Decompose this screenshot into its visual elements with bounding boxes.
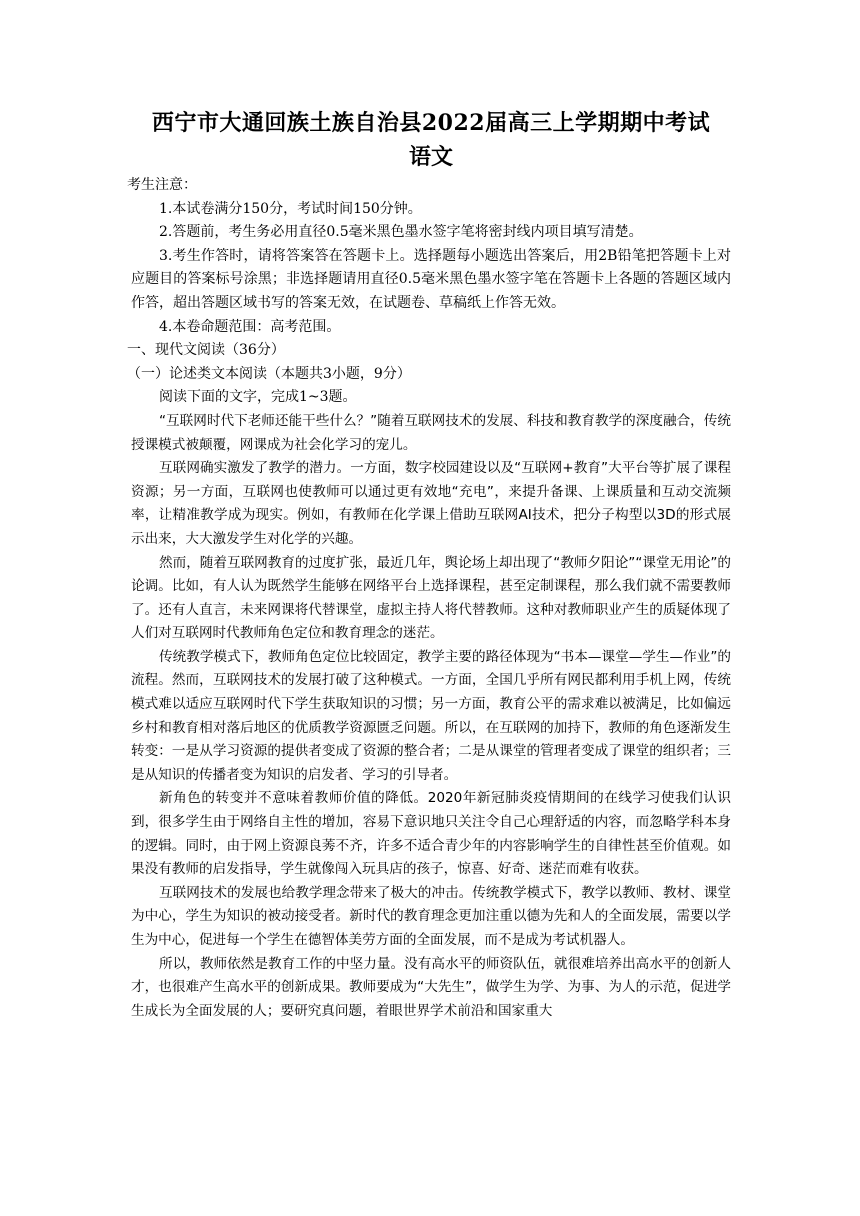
section-one (127, 339, 731, 410)
passage-paragraph-1: “互联网时代下老师还能干些什么？”随着互联网技术的发展、科技和教育教学的深度融合，传统授课模式被颠覆，网课成为社会化学习的宠儿。 (131, 412, 731, 453)
passage-paragraph-6: 互联网技术的发展也给教学理念带来了极大的冲击。传统教学模式下，教学以教师、教材、课堂为中心，学生为知识的被动接受者。新时代的教育理念更加注重以德为先和人的全面发展，需要以学生为中心，促进每一个学生在德智体美劳方面的全面发展，而不是成为考试机器人。 (131, 884, 731, 948)
exam-title: 西宁市大通回族土族自治县2022届高三上学期期中考试 (151, 110, 711, 136)
section-heading: 一、现代文阅读（36分） (127, 342, 285, 359)
section-subheading: （一）论述类文本阅读（本题共3小题，9分） (127, 365, 411, 382)
notice-item-2: 2.答题前，考生务必用直径0.5毫米黑色墨水签字笔将密封线内项目填写清楚。 (159, 224, 643, 241)
passage-paragraph-7: 所以，教师依然是教育工作的中坚力量。没有高水平的师资队伍，就很难培养出高水平的创新人才，也很难产生高水平的创新成果。教师要成为“大先生”，做学生为学、为事、为人的示范，促进学生成长为全面发展的人；要研究真问题，着眼世界学术前沿和国家重大 (131, 955, 731, 1019)
notice-item-1: 1.本试卷满分150分，考试时间150分钟。 (159, 200, 422, 217)
exam-subject: 语文 (408, 144, 453, 170)
exam-page (127, 100, 731, 1023)
passage-paragraph-4: 传统教学模式下，教师角色定位比较固定，教学主要的路径体现为“书本—课堂—学生—作业”的流程。然而，互联网技术的发展打破了这种模式。一方面，全国几乎所有网民都利用手机上网，传统模式难以适应互联网时代下学生获取知识的习惯；另一方面，教育公平的需求难以被满足，比如偏远乡村和教育相对落后地区的优质教学资源匮乏问题。所以，在互联网的加持下，教师的角色逐渐发生转变：一是从学习资源的提供者变成了资源的整合者；二是从课堂的管理者变成了课堂的组织者；三是从知识的传播者变为知识的启发者、学习的引导者。 (131, 648, 731, 783)
notice-item-3: 3.考生作答时，请将答案答在答题卡上。选择题每小题选出答案后，用2B铅笔把答题卡上对应题目的答案标号涂黑；非选择题请用直径0.5毫米黑色墨水签字笔在答题卡上各题的答题区域内作答，超出答题区域书写的答案无效，在试题卷、草稿纸上作答无效。 (131, 247, 731, 311)
reading-instruction: 阅读下面的文字，完成1~3题。 (159, 389, 357, 406)
passage-paragraph-3: 然而，随着互联网教育的过度扩张，最近几年，舆论场上却出现了“教师夕阳论”“课堂无用论”的论调。比如，有人认为既然学生能够在网络平台上选择课程，甚至定制课程，那么我们就不需要教师了。还有人直言，未来网课将代替课堂，虚拟主持人将代替教师。这种对教师职业产生的质疑体现了人们对互联网时代教师角色定位和教育理念的迷茫。 (131, 554, 731, 642)
passage-paragraph-2: 互联网确实激发了教学的潜力。一方面，数字校园建设以及“互联网+教育”大平台等扩展了课程资源；另一方面，互联网也使教师可以通过更有效地“充电”，来提升备课、上课质量和互动交流频率，让精准教学成为现实。例如，有教师在化学课上借助互联网AI技术，把分子构型以3D的形式展示出来，大大激发学生对化学的兴趣。 (131, 460, 731, 547)
passage-paragraph-5: 新角色的转变并不意味着教师价值的降低。2020年新冠肺炎疫情期间的在线学习使我们认识到，很多学生由于网络自主性的增加，容易下意识地只关注令自己心理舒适的内容，而忽略学科本身的逻辑。同时，由于网上资源良莠不齐，许多不适合青少年的内容影响学生的自律性甚至价值观。如果没有教师的启发指导，学生就像闯入玩具店的孩子，惊喜、好奇、迷茫而难有收获。 (131, 790, 731, 878)
notice-block (127, 174, 731, 339)
notice-heading: 考生注意： (127, 177, 197, 193)
notice-item-4: 4.本卷命题范围：高考范围。 (159, 318, 341, 335)
reading-passage (131, 410, 731, 1023)
